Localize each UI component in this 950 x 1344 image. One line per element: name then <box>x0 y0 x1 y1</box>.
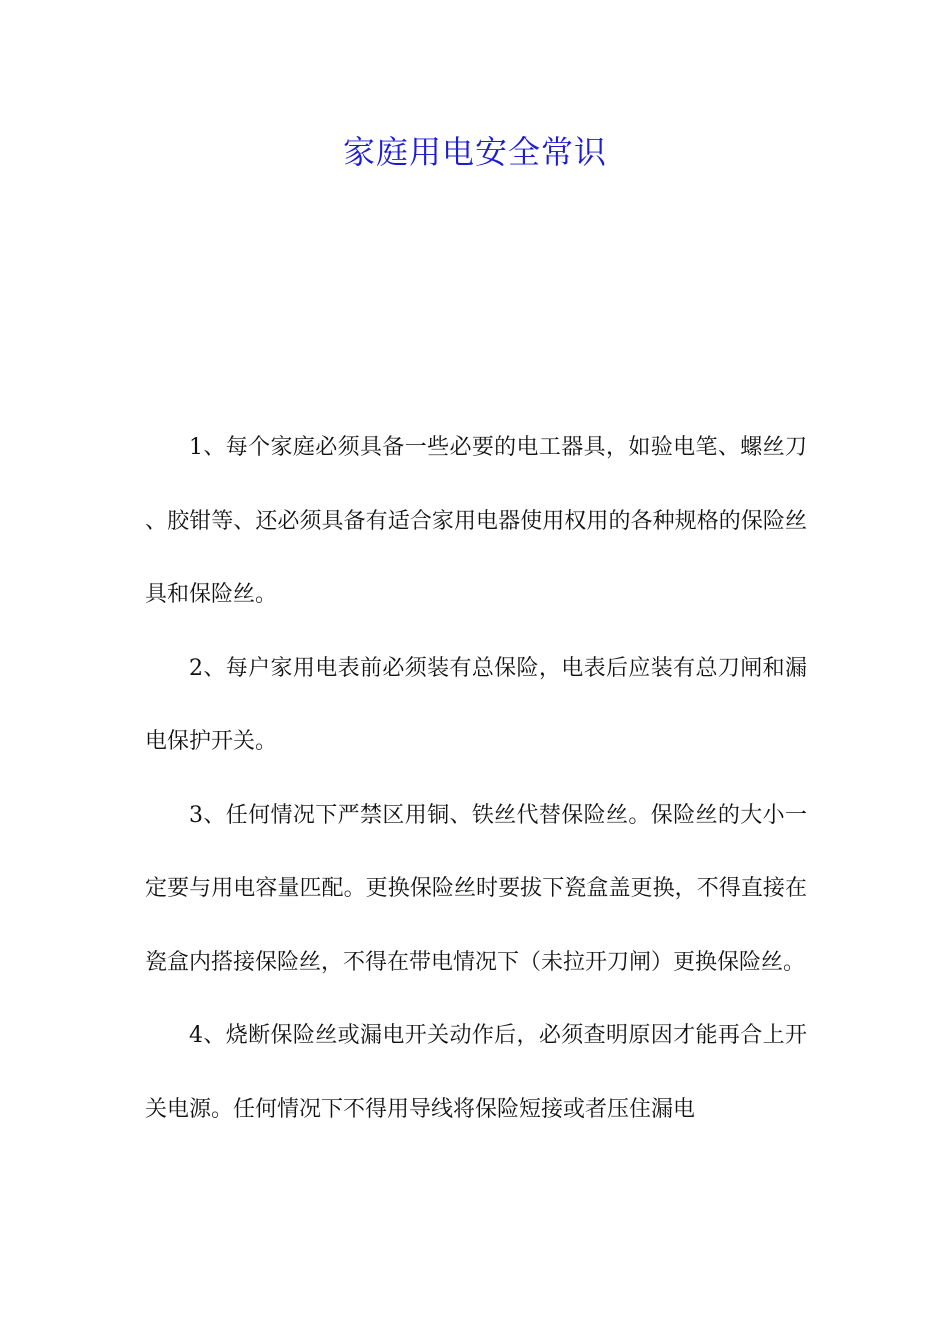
document-body <box>145 411 807 1146</box>
paragraph-3: 3、任何情况下严禁区用铜、铁丝代替保险丝。保险丝的大小一定要与用电容量匹配。更换保险丝时要拔下瓷盒盖更换，不得直接在瓷盒内搭接保险丝，不得在带电情况下（未拉开刀闸）更换保险丝。 <box>145 802 807 975</box>
paragraph-2: 2、每户家用电表前必须装有总保险，电表后应装有总刀闸和漏电保护开关。 <box>145 655 807 754</box>
paragraph-4: 4、烧断保险丝或漏电开关动作后，必须查明原因才能再合上开关电源。任何情况下不得用导线将保险短接或者压住漏电 <box>145 1023 807 1122</box>
paragraph-1: 1、每个家庭必须具备一些必要的电工器具，如验电笔、螺丝刀、胶钳等、还必须具备有适合家用电器使用权用的各种规格的保险丝具和保险丝。 <box>145 435 807 607</box>
document-title: 家庭用电安全常识 <box>342 133 607 171</box>
